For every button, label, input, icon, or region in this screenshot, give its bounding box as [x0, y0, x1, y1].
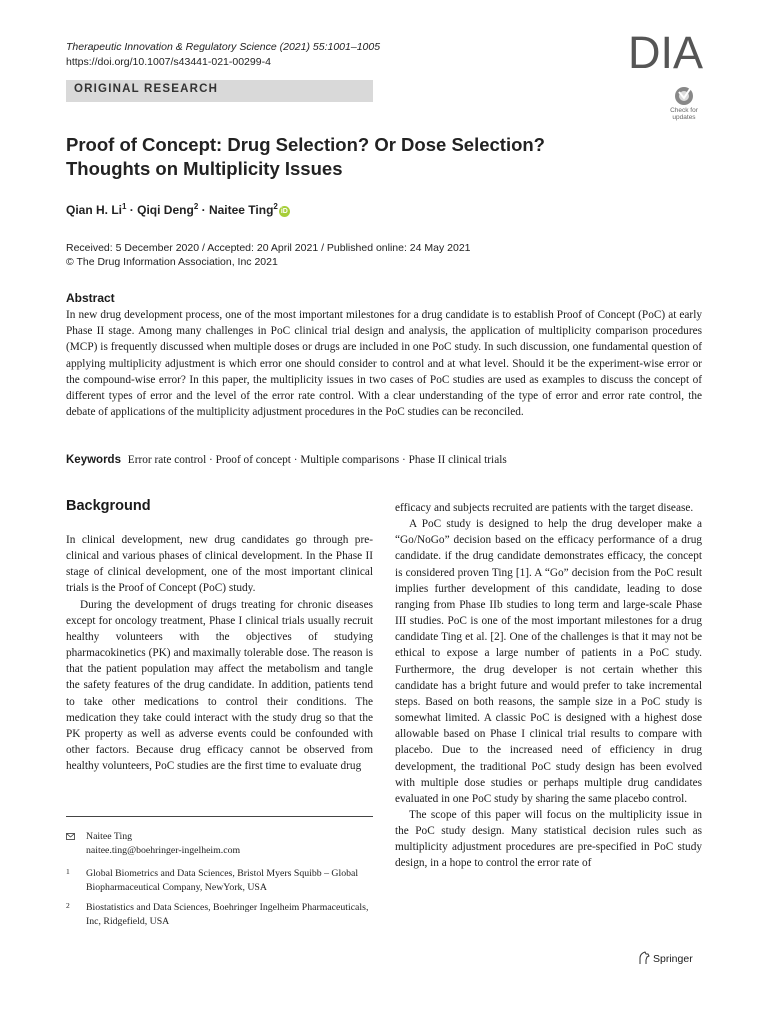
paragraph: During the development of drugs treating for chronic diseases except for oncology treatment, Phase I clinical trials usually recruit healthy volunteers with the objectives of studying pharmacokinetics (PK) and maximally tolerable dose. The reason is that the patient population may affect the metabolism and tangle the safety features of the drug candidate. In addition, patients tend to take other medications to control their conditions. The medication they take could interact with the study drug so that the PK property as well as adverse events could be confounded with other factors. Because drug efficacy cannot be observed from healthy volunteers, PoC studies are the first time to evaluate drug [66, 598, 373, 773]
doi-link[interactable]: https://doi.org/10.1007/s43441-021-00299-4 [66, 56, 271, 68]
section-heading: Background [66, 498, 151, 514]
publisher-name: Springer [653, 953, 693, 965]
author-affiliation: 2 [273, 202, 278, 211]
affiliation-number: 1 [66, 867, 70, 876]
paragraph: efficacy and subjects recruited are patients with the target disease. [395, 502, 694, 514]
orcid-icon[interactable]: iD [280, 208, 288, 215]
author-name[interactable]: Qiqi Deng [137, 203, 194, 217]
paragraph: In clinical development, new drug candidates go through pre-clinical and various phases of clinical development. In the Phase II stage of clinical development, one of the most important clinical trials is the Proof of Concept (PoC) study. [66, 534, 373, 595]
article-title: Proof of Concept: Drug Selection? Or Dose Selection? Thoughts on Multiplicity Issues [66, 134, 545, 179]
contact-name: Naitee Ting [86, 831, 132, 842]
received-dates: Received: 5 December 2020 / Accepted: 20 April 2021 / Published online: 24 May 2021 [66, 242, 471, 254]
journal-header [66, 40, 380, 70]
author-affiliation: 1 [122, 202, 127, 211]
publication-history [66, 241, 471, 269]
springer-horse-icon [637, 951, 650, 965]
check-updates-line2: updates [672, 114, 696, 121]
author-name[interactable]: Naitee Ting [208, 203, 274, 217]
author-name[interactable]: Qian H. Li [66, 203, 123, 217]
author-separator: · [198, 203, 209, 217]
article-type-badge [66, 80, 373, 102]
left-column [66, 532, 373, 774]
publisher-mark [637, 951, 693, 965]
author-list [66, 202, 290, 217]
article-type-label: ORIGINAL RESEARCH [74, 83, 219, 95]
abstract-heading: Abstract [66, 291, 115, 305]
keywords-label: Keywords [66, 454, 121, 466]
paragraph: The scope of this paper will focus on the multiplicity issue in the PoC study design. Many statistical decision rules such as multiplicity adjustment procedures are pre-specified in PoC study design, in a hope to control the error rate of [395, 808, 702, 870]
keywords-list: Error rate control · Proof of concept · Multiple comparisons · Phase II clinical trials [127, 454, 507, 466]
copyright: © The Drug Information Association, Inc 2021 [66, 256, 278, 268]
crossmark-icon[interactable] [664, 84, 704, 124]
author-affiliation: 2 [193, 202, 199, 211]
dia-logo-text: DIA [628, 30, 704, 72]
right-column [395, 500, 702, 872]
check-updates-line1: Check for [670, 107, 698, 114]
affiliation-text: Global Biometrics and Data Sciences, Bristol Myers Squibb – Global Biopharmaceutical Company, NewYork, USA [86, 868, 359, 893]
keywords [66, 454, 702, 466]
footnote-divider [66, 816, 373, 817]
abstract-text: In new drug development process, one of the most important milestones for a drug candidate is to establish Proof of Concept (PoC) at early Phase II stage. Among many challenges in PoC clinical trial design and analysis, the application of multiplicity comparison procedures (MCP) is frequently discussed when multiple doses or drugs are included in one PoC study. In such discussion, one fundamental question of applying multiplicity adjustment is which error one should consider to control and at what level. Should it be the experiment-wise error or the compound-wise error? In this paper, the multiplicity issues in two cases of PoC studies are used as examples to discuss the concept of different types of error and the level of the error rate control. With a clear understanding of the type of error and error rate control, the debate of applications of the multiplicity adjustment procedures in the PoC studies can be reconciled. [66, 309, 702, 419]
affiliation-number: 2 [66, 901, 70, 910]
contact-email[interactable]: naitee.ting@boehringer-ingelheim.com [86, 844, 241, 856]
author-separator: · [126, 203, 138, 217]
journal-citation: Therapeutic Innovation & Regulatory Science (2021) 55:1001–1005 [66, 41, 381, 53]
affiliation-text: Biostatistics and Data Sciences, Boehringer Ingelheim Pharmaceuticals, Inc, Ridgefield, USA [86, 902, 369, 927]
paragraph: A PoC study is designed to help the drug developer make a “Go/NoGo” decision based on the efficacy performance of a drug candidate. if the drug candidate demonstrates efficacy, the concept is considered proven Ting [1]. A “Go” decision from the PoC result implies further development of this candidate, leading to dose ranging from Phase IIb studies to long term and large-scale Phase III studies. PoC is one of the most important milestones for a drug candidate Ting et al. [2]. One of the challenges is that it may not be ethical to expose a large number of patients in a PoC study. Furthermore, the drug developer is not certain whether this candidate has a bright future and would prefer to take incremental steps. Based on both reasons, the sample size in a PoC study is somewhat limited. A classic PoC is designed with a highest dose allowable based on Phase I clinical trial results to compare with placebo. Due to the increased need of efficiency in drug development, the traditional PoC study design has been evolved with multiple dose studies or perhaps multiple drug candidates evaluated in one PoC study by sharing the same placebo control. [395, 518, 702, 805]
dia-logo [628, 30, 704, 72]
envelope-icon [66, 833, 75, 840]
